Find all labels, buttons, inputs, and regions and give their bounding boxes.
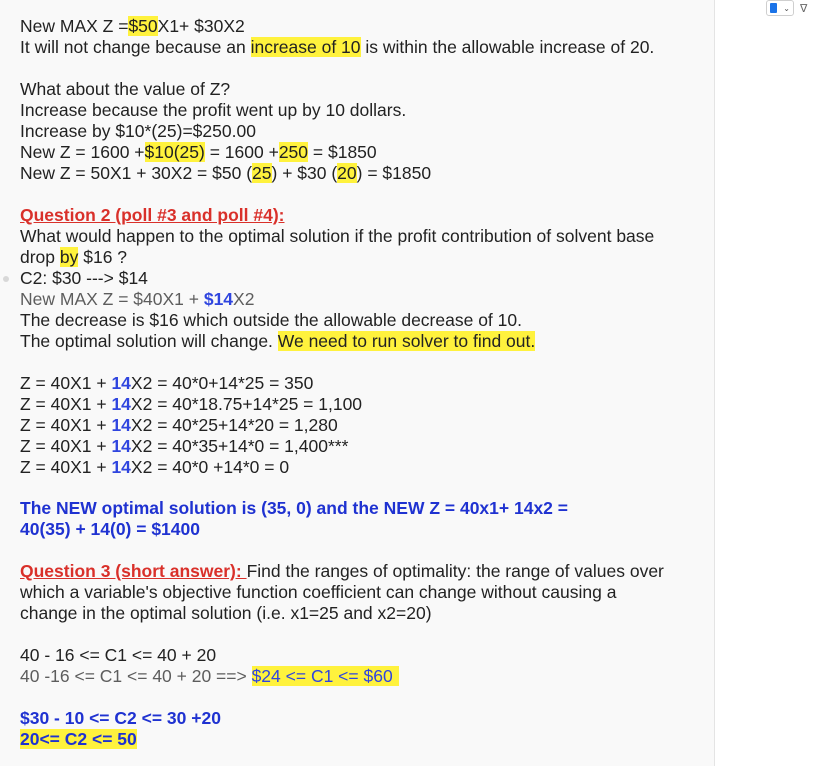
question-2-heading: Question 2 (poll #3 and poll #4):: [20, 205, 285, 225]
text-run: X2 = 40*0 +14*0 = 0: [130, 457, 290, 477]
z-row: [20, 373, 313, 394]
blue-text: $14: [203, 289, 234, 309]
margin-marker: [3, 276, 9, 282]
toolbar: [766, 0, 807, 16]
question-2-text: What would happen to the optimal solution if the profit contribution of solvent base: [20, 226, 655, 246]
highlighted-text: $10(25): [144, 142, 205, 162]
highlighted-text: increase of 10: [250, 37, 361, 57]
c2-range-calc: $30 - 10 <= C2 <= 30 +20: [20, 708, 221, 728]
question-2-text-cont: [20, 247, 127, 268]
text-run: ) + $30 (: [271, 163, 338, 183]
text-run: It will not change because an: [20, 37, 251, 57]
new-z-line-1: [20, 142, 377, 163]
c2-range-result: [20, 729, 137, 750]
text-run: X2: [233, 289, 255, 309]
new-optimal-solution-cont: 40(35) + 14(0) = $1400: [20, 519, 200, 539]
text-run: Z = 40X1 +: [20, 373, 112, 393]
increase-amount: Increase by $10*(25)=$250.00: [20, 121, 256, 141]
text-run: New MAX Z =: [20, 16, 129, 36]
highlighted-text: 20: [337, 163, 357, 183]
new-optimal-solution: The NEW optimal solution is (35, 0) and the NEW Z = 40x1+ 14x2 =: [20, 498, 568, 518]
text-run: Z = 40X1 +: [20, 415, 112, 435]
text-run: Z = 40X1 +: [20, 457, 112, 477]
blue-text: 14: [111, 394, 131, 414]
text-run: = $1850: [308, 142, 377, 162]
document-menu-button[interactable]: [766, 0, 794, 16]
text-run: drop: [20, 247, 60, 267]
increase-reason: Increase because the profit went up by 10 dollars.: [20, 100, 407, 120]
new-max-z-2: [20, 289, 254, 310]
z-row: [20, 415, 338, 436]
text-run: X1+ $30X2: [157, 16, 245, 36]
text-run: X2 = 40*0+14*25 = 350: [130, 373, 314, 393]
new-z-line-2: [20, 163, 431, 184]
highlighted-text: 25: [252, 163, 272, 183]
decrease-explanation: The decrease is $16 which outside the allowable decrease of 10.: [20, 310, 522, 330]
text-run: ) = $1850: [356, 163, 432, 183]
question-3-text: which a variable's objective function coefficient can change without causing a: [20, 582, 617, 602]
question-3-text-cont: change in the optimal solution (i.e. x1=25 and x2=20): [20, 603, 432, 623]
highlighted-text: 20<= C2 <= 50: [20, 729, 137, 749]
highlighted-text: by: [59, 247, 79, 267]
highlighted-text: We need to run solver to find out.: [277, 331, 536, 351]
c2-change: C2: $30 ---> $14: [20, 268, 148, 288]
blue-text: 14: [111, 457, 131, 477]
text-run: New Z = 1600 +: [20, 142, 145, 162]
c1-range-calc: 40 - 16 <= C1 <= 40 + 20: [20, 645, 217, 665]
question-3-line: [20, 561, 664, 582]
text-run: X2 = 40*35+14*0 = 1,400***: [130, 436, 349, 456]
document-icon: [770, 3, 777, 13]
text-run: 40 -16 <= C1 <= 40 + 20 ==>: [20, 666, 252, 686]
z-row: [20, 457, 289, 478]
text-run: Find the ranges of optimality: the range of values over: [246, 561, 664, 581]
text-run: The optimal solution will change.: [20, 331, 278, 351]
highlighted-text: $50: [128, 16, 158, 36]
highlighted-text: 250: [278, 142, 309, 162]
blue-text: 14: [111, 373, 131, 393]
extension-icon[interactable]: ∇: [800, 2, 808, 15]
text-run: is within the allowable increase of 20.: [360, 37, 655, 57]
text-run: $16 ?: [78, 247, 128, 267]
chevron-down-icon: ⌄: [783, 3, 790, 13]
highlighted-text: $24 <= C1 <= $60: [252, 666, 399, 686]
c1-range-result: [20, 666, 399, 687]
text-run: Z = 40X1 +: [20, 436, 112, 456]
text-run: X2 = 40*18.75+14*25 = 1,100: [130, 394, 363, 414]
solution-change-line: [20, 331, 535, 352]
text-run: Z = 40X1 +: [20, 394, 112, 414]
text-run: New MAX Z = $40X1 +: [20, 289, 204, 309]
z-row: [20, 394, 362, 415]
text-run: X2 = 40*25+14*20 = 1,280: [130, 415, 338, 435]
no-change-explanation: [20, 37, 654, 58]
z-value-question: What about the value of Z?: [20, 79, 231, 99]
text-run: New Z = 50X1 + 30X2 = $50 (: [20, 163, 253, 183]
question-3-heading: Question 3 (short answer):: [20, 561, 247, 581]
blue-text: 14: [111, 415, 131, 435]
new-max-z-line: [20, 16, 245, 37]
text-run: = 1600 +: [204, 142, 279, 162]
blue-text: 14: [111, 436, 131, 456]
z-row: [20, 436, 348, 457]
